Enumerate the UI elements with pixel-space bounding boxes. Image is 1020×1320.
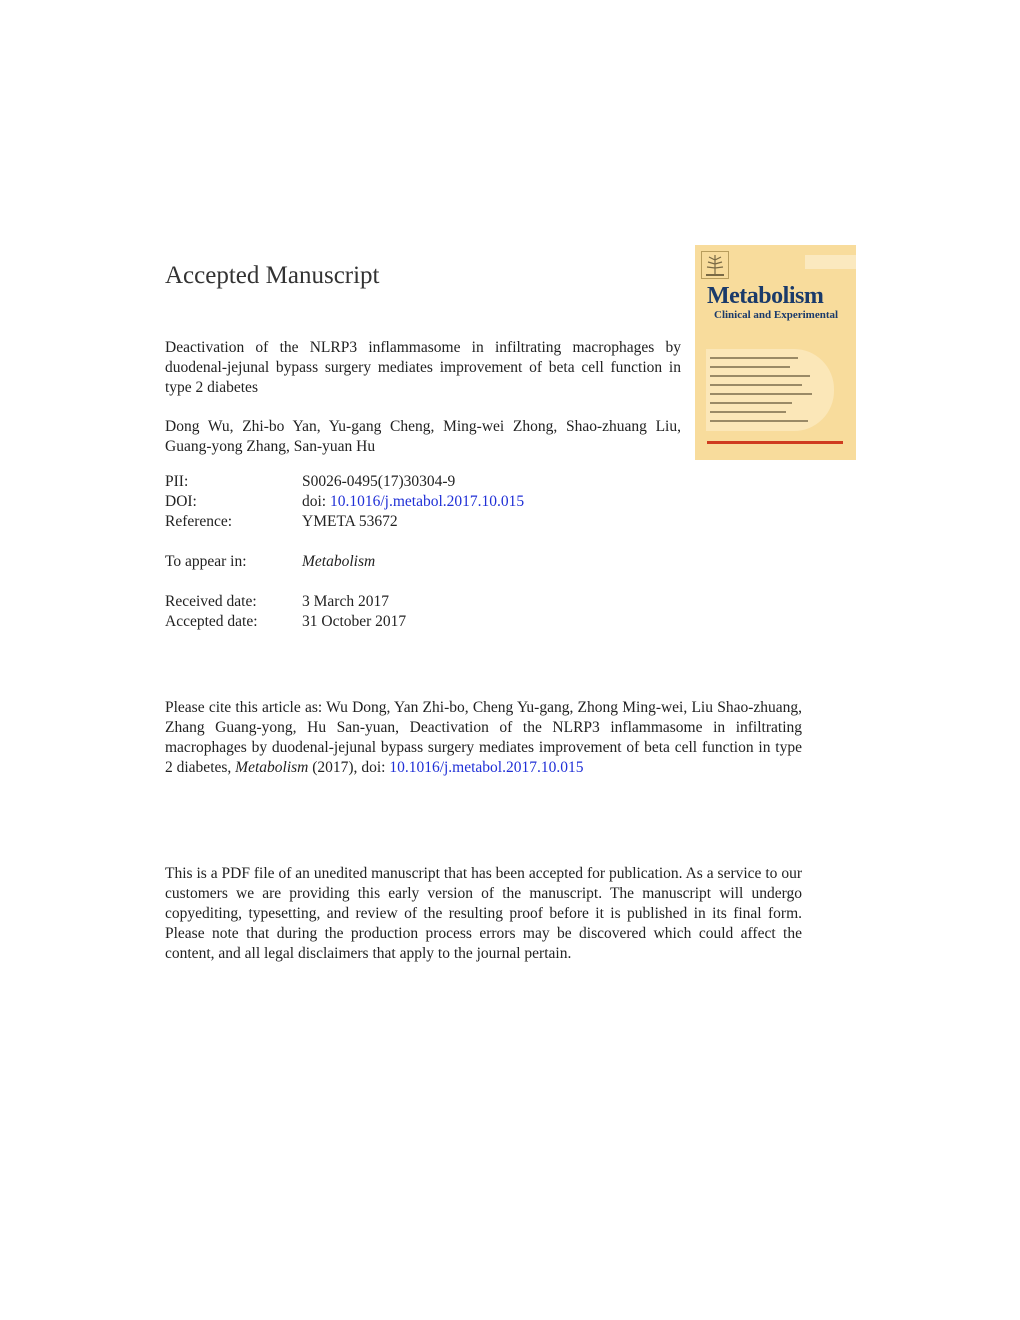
cover-topic-line: [710, 402, 792, 404]
page-heading: Accepted Manuscript: [165, 262, 380, 289]
received-value: 3 March 2017: [302, 593, 389, 610]
cover-journal-subtitle: Clinical and Experimental: [714, 309, 839, 321]
pii-value: S0026-0495(17)30304-9: [302, 473, 456, 490]
citation-doi-prefix: doi:: [361, 759, 386, 776]
article-title: Deactivation of the NLRP3 inflammasome in infiltrating macrophages by duodenal-jejunal bypass surgery mediates improvement of beta cell function in type 2 diabetes: [165, 339, 681, 396]
cover-contents-panel: [706, 349, 834, 431]
article-authors: Dong Wu, Zhi-bo Yan, Yu-gang Cheng, Ming-wei Zhong, Shao-zhuang Liu, Guang-yong Zhang, San-yuan Hu: [165, 418, 681, 455]
publisher-logo-icon: [701, 251, 729, 279]
cover-tab: [805, 255, 856, 269]
appear-label: To appear in:: [165, 553, 247, 570]
journal-cover-image: [695, 245, 856, 460]
citation-year: (2017),: [312, 759, 358, 776]
cover-topic-line: [710, 375, 810, 377]
citation-paragraph: [165, 698, 802, 778]
cover-journal-title: Metabolism: [707, 283, 824, 309]
cover-topic-line: [710, 366, 790, 368]
citation-text: Please cite this article as: Wu Dong, Yan Zhi-bo, Cheng Yu-gang, Zhong Ming-wei, Liu Shao-zhuang, Zhang Guang-yong, Hu San-yuan, Deactivation of the NLRP3 inflammasome in infiltrating macrophages by duodenal-jejunal bypass surgery mediates improvement of beta cell function in type 2 diabetes,: [165, 699, 802, 776]
cover-topic-line: [710, 411, 786, 413]
citation-journal: Metabolism: [235, 759, 309, 776]
accepted-label: Accepted date:: [165, 613, 258, 630]
pii-label: PII:: [165, 473, 189, 490]
received-label: Received date:: [165, 593, 257, 610]
cover-topic-line: [710, 384, 802, 386]
doi-value-wrap: [302, 492, 524, 512]
doi-link[interactable]: 10.1016/j.metabol.2017.10.015: [330, 493, 525, 510]
citation-doi-link[interactable]: 10.1016/j.metabol.2017.10.015: [389, 759, 584, 776]
reference-value: YMETA 53672: [302, 513, 398, 530]
disclaimer-paragraph: This is a PDF file of an unedited manuscript that has been accepted for publication. As a service to our customers we are providing this early version of the manuscript. The manuscript will undergo copyediting, typesetting, and review of the resulting proof before it is published in its final form. Please note that during the production process errors may be discovered which could affect the content, and all legal disclaimers that apply to the journal pertain.: [165, 865, 802, 962]
reference-label: Reference:: [165, 513, 233, 530]
doi-label: DOI:: [165, 493, 197, 510]
cover-topic-line: [710, 393, 812, 395]
cover-topic-line: [710, 420, 808, 422]
cover-accent-bar: [707, 441, 843, 444]
accepted-value: 31 October 2017: [302, 613, 407, 630]
appear-value: Metabolism: [302, 553, 376, 570]
cover-topic-line: [710, 357, 798, 359]
doi-prefix: doi:: [302, 493, 327, 510]
